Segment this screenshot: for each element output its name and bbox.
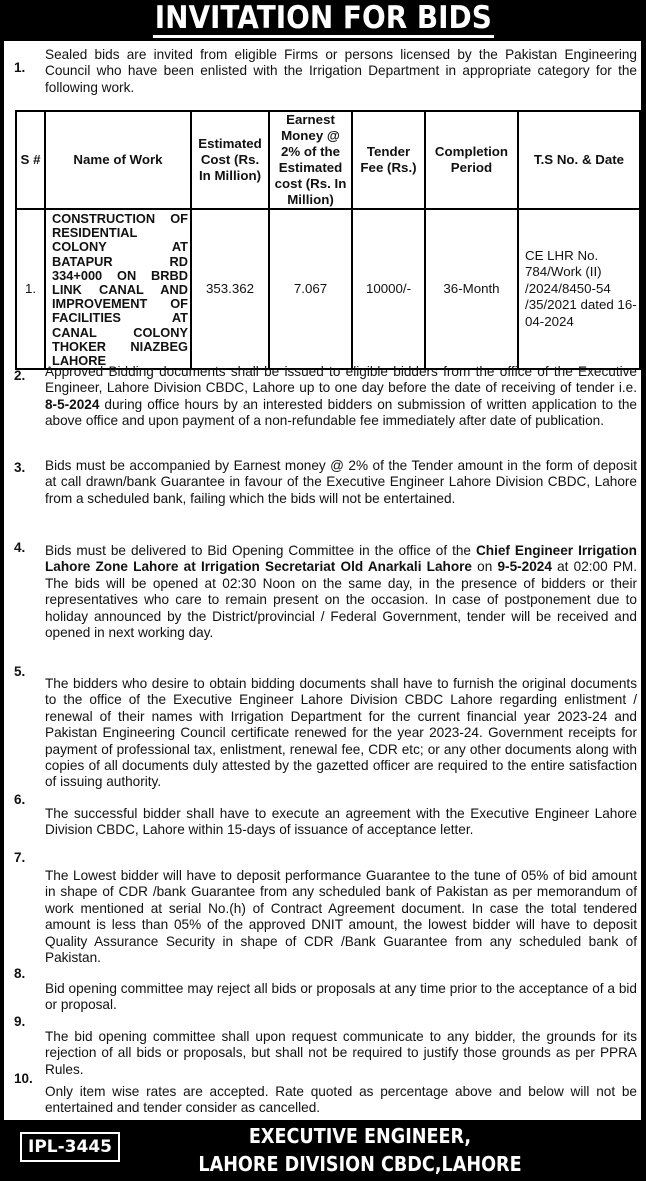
item-number: 3.: [14, 460, 26, 475]
item-3-text: Bids must be accompanied by Earnest money @ 2% of the Tender amount in the form of deposit at call drawn/bank Guarantee in favour of the Executive Engineer Lahore Division CBDC, Lahore from a scheduled bank, failing which the bids will not be entertained.: [45, 458, 637, 506]
item-6-text: The successful bidder shall have to execute an agreement with the Executive Engineer Lahore Division CBDC, Lahore within 15-days of issuance of acceptance letter.: [45, 806, 637, 838]
col-completion-period: Completion Period: [425, 111, 518, 209]
item-number: 9.: [14, 1014, 26, 1029]
col-name-of-work: Name of Work: [45, 111, 191, 209]
item-number: 7.: [14, 850, 26, 865]
cell-cost: 353.362: [191, 209, 269, 369]
text-segment: during office hours by an interested bidders on submission of written application to the above office and upon payment of a non-refundable fee immediately after date of publication.: [45, 396, 637, 429]
venue: Chief Engineer Irrigation Lahore Zone Lahore at Irrigation Secretariat Old Anarkali Lahore: [45, 543, 637, 575]
item-4-text: [45, 543, 637, 641]
table-header-row: [16, 111, 640, 209]
col-tender-fee: Tender Fee (Rs.): [352, 111, 425, 209]
item-number: 1.: [14, 60, 26, 75]
ad-code: IPL-3445: [20, 1132, 120, 1162]
signatory-title: EXECUTIVE ENGINEER,: [248, 1124, 472, 1148]
col-sn: S #: [16, 111, 45, 209]
item-number: 5.: [14, 664, 26, 679]
item-number: 2.: [14, 368, 26, 383]
item-number: 4.: [14, 540, 26, 555]
item-5-text: The bidders who desire to obtain bidding documents shall have to furnish the original documents to the office of the Executive Engineer Lahore Division CBDC Lahore regarding enlistment / renewal of their names with Irrigation Department for the current financial year 2023-24 and Pakistan Engineering Council certificate renewed for the year 2023-24. Government receipts for payment of professional tax, enlistment, renewal fee, CDR etc; or any other documents along with copies of all documents duly attested by the gazetted officer are required to the entire satisfaction of issuing authority.: [45, 676, 637, 790]
item-9-text: The bid opening committee shall upon request communicate to any bidder, the grounds for its rejection of all bids or proposals, but shall not be required to justify those grounds as per PPRA Rules.: [45, 1029, 637, 1077]
cell-ts: CE LHR No. 784/Work (II) /2024/8450-54 /35/2021 dated 16-04-2024: [518, 209, 640, 369]
receipt-date: 8-5-2024: [45, 396, 100, 412]
item-number: 6.: [14, 792, 26, 807]
item-number: 8.: [14, 966, 26, 981]
item-2-text: [45, 364, 637, 430]
header-banner: [0, 0, 646, 41]
page-title: INVITATION FOR BIDS: [154, 0, 492, 36]
text-segment: at 02:00 PM. The bids will be opened at 02:30 Noon on the same day, in the presence of bidders or their representatives who care to remain present on the occasion. In case of postponement due to holiday announced by the District/provincial / Federal Government, tender will be received and opened in next working day.: [45, 559, 638, 641]
footer-banner: [0, 1120, 646, 1181]
table-row: [16, 209, 640, 369]
item-number: 10.: [14, 1071, 33, 1086]
cell-fee: 10000/-: [352, 209, 425, 369]
signatory-office: LAHORE DIVISION CBDC,LAHORE: [198, 1152, 522, 1176]
item-8-text: Bid opening committee may reject all bids or proposals at any time prior to the acceptance of a bid or proposal.: [45, 981, 637, 1013]
col-ts-no-date: T.S No. & Date: [518, 111, 640, 209]
col-earnest-money: Earnest Money @ 2% of the Estimated cost (Rs. In Million): [269, 111, 352, 209]
cell-work: CONSTRUCTION OF RESIDENTIAL COLONY AT BATAPUR RD 334+000 ON BRBD LINK CANAL AND IMPROVEMENT OF FACILITIES AT CANAL COLONY THOKER NIAZBEG LAHORE: [45, 209, 191, 369]
cell-sn: 1.: [16, 209, 45, 369]
item-7-text: The Lowest bidder will have to deposit performance Guarantee to the tune of 05% of bid amount in shape of CDR /bank Guarantee from any scheduled bank of Pakistan as per memorandum of work mentioned at serial No.(h) of Contract Agreement document. In case the total tendered amount is less than 05% of the approved DNIT amount, the lowest bidder will have to deposit Quality Assurance Security in shape of CDR /Bank Guarantee from any scheduled bank of Pakistan.: [45, 868, 637, 966]
text-segment: Approved Bidding documents shall be issued to eligible bidders from the office of the Executive Engineer, Lahore Division CBDC, Lahore up to one day before the date of receiving of tender i.e.: [45, 364, 637, 396]
cell-period: 36-Month: [425, 209, 518, 369]
item-10-text: Only item wise rates are accepted. Rate quoted as percentage above and below will not be entertained and tender consider as cancelled.: [45, 1084, 637, 1116]
item-1-text: Sealed bids are invited from eligible Firms or persons licensed by the Pakistan Engineering Council who have been enlisted with the Irrigation Department in appropriate category for the following work.: [45, 47, 637, 95]
cell-earnest: 7.067: [269, 209, 352, 369]
opening-date: 9-5-2024: [497, 559, 552, 575]
col-estimated-cost: Estimated Cost (Rs. In Million): [191, 111, 269, 209]
text-segment: on: [472, 559, 498, 575]
works-table: [15, 110, 641, 370]
text-segment: Bids must be delivered to Bid Opening Committee in the office of the: [45, 543, 476, 558]
signatory: [149, 1122, 571, 1178]
